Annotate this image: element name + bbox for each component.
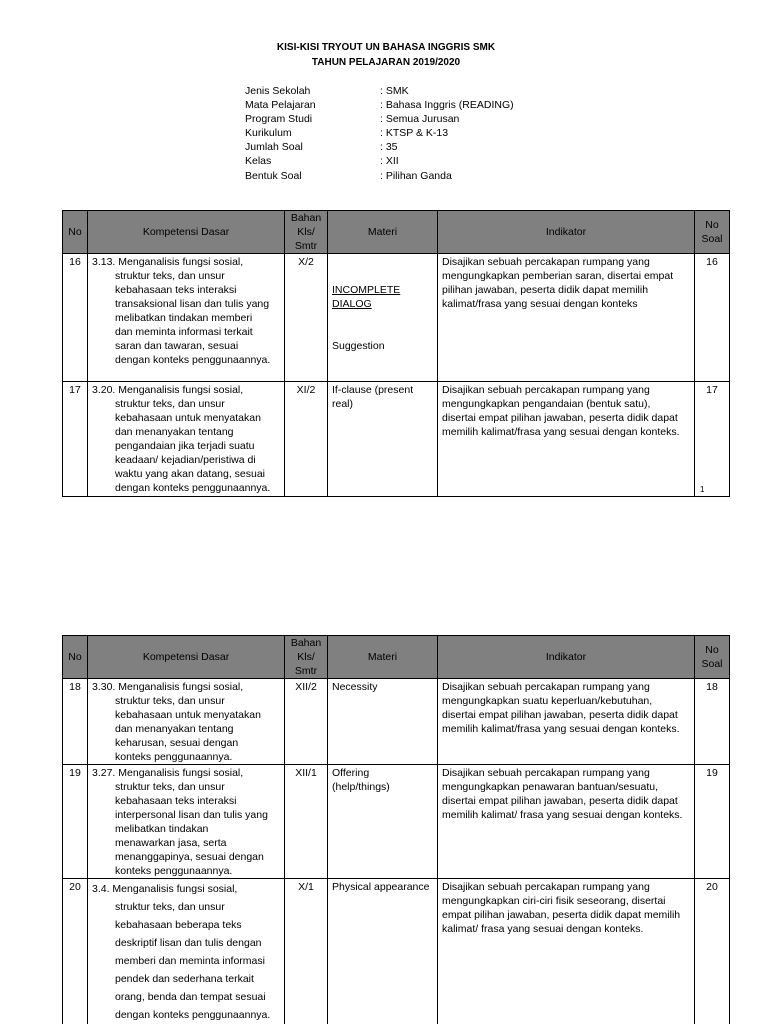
cell-bahan xyxy=(285,679,328,765)
cell-indikator xyxy=(438,679,695,765)
cell-kompetensi-dasar xyxy=(88,254,285,382)
materi-text: Physical appearance xyxy=(332,881,430,893)
indikator-text: Disajikan sebuah percakapan rumpang yang mengungkapkan suatu keperluan/kebutuhan, disertai empat pilihan jawaban, peserta didik dapat memilih kalimat/frasa yang sesuai dengan konteks. xyxy=(442,681,680,735)
column-header-no-soal: No Soal xyxy=(695,636,730,679)
indikator-text: Disajikan sebuah percakapan rumpang yang mengungkapkan pemberian saran, disertai empat pilihan jawaban, peserta didik dapat memilih kalimat/frasa yang sesuai dengan konteks xyxy=(442,256,674,310)
cell-kompetensi-dasar xyxy=(88,765,285,879)
row-number: 17 xyxy=(69,384,81,396)
column-header-no-soal: No Soal xyxy=(695,211,730,254)
info-value: : KTSP & K-13 xyxy=(380,127,449,140)
cell-no xyxy=(63,879,88,1024)
materi-text: Offering (help/things) xyxy=(332,767,390,793)
table-row xyxy=(63,254,730,382)
info-label: Mata Pelajaran xyxy=(245,99,316,112)
indikator-text: Disajikan sebuah percakapan rumpang yang mengungkapkan ciri-ciri fisik seseorang, disertai empat pilihan jawaban, peserta didik dapat memilih kalimat/ frasa yang sesuai dengan konteks. xyxy=(442,881,681,935)
table-header-row xyxy=(63,636,730,679)
info-value: : 35 xyxy=(380,141,398,154)
bahan-text: XII/1 xyxy=(295,767,317,779)
indikator-text: Disajikan sebuah percakapan rumpang yang mengungkapkan penawaran bantuan/sesuatu, disertai empat pilihan jawaban, peserta didik dapat memilih kalimat/ frasa yang sesuai dengan konteks. xyxy=(442,767,683,821)
materi-text: Necessity xyxy=(332,681,378,693)
column-header-indikator: Indikator xyxy=(438,636,695,679)
info-row-bentuk-soal xyxy=(245,169,514,183)
cell-kompetensi-dasar xyxy=(88,382,285,497)
no-soal-text: 18 xyxy=(706,681,718,693)
bahan-text: XII/2 xyxy=(295,681,317,693)
cell-no xyxy=(63,254,88,382)
cell-no-soal xyxy=(695,382,730,497)
column-header-kompetensi-dasar: Kompetensi Dasar xyxy=(88,211,285,254)
kompetensi-dasar-text: 3.30. Menganalisis fungsi sosial, struktur teks, dan unsur kebahasaan untuk menyatakan dan menanyakan tentang keharusan, sesuai dengan konteks penggunaannya. xyxy=(92,681,261,763)
materi-text: If-clause (present real) xyxy=(332,384,414,410)
bahan-text: XI/2 xyxy=(296,384,316,396)
column-header-no: No xyxy=(63,636,88,679)
cell-bahan xyxy=(285,254,328,382)
row-number: 16 xyxy=(69,256,81,268)
indikator-text: Disajikan sebuah percakapan rumpang yang mengungkapkan pengandaian (bentuk satu), disertai empat pilihan jawaban, peserta didik dapat memilih kalimat/frasa yang sesuai dengan konteks. xyxy=(442,384,680,438)
cell-no-soal xyxy=(695,879,730,1024)
page-number: 1 xyxy=(700,485,705,494)
row-number: 18 xyxy=(69,681,81,693)
kompetensi-dasar-text: 3.13. Menganalisis fungsi sosial, struktur teks, dan unsur kebahasaan teks interaksi transaksional lisan dan tulis yang melibatkan tindakan memberi dan meminta informasi terkait saran dan tawaran, sesuai dengan konteks penggunaannya. xyxy=(92,256,271,366)
info-row-jenis-sekolah xyxy=(245,84,514,98)
cell-kompetensi-dasar xyxy=(88,679,285,765)
kompetensi-dasar-text: 3.20. Menganalisis fungsi sosial, struktur teks, dan unsur kebahasaan untuk menyatakan dan menanyakan tentang pengandaian jika terjadi suatu keadaan/ kejadian/peristiwa di waktu yang akan datang, sesuai dengan konteks penggunaannya. xyxy=(92,384,271,494)
info-row-kelas xyxy=(245,154,514,168)
column-header-materi: Materi xyxy=(328,211,438,254)
kisi-kisi-table-page-1 xyxy=(62,210,730,497)
cell-no xyxy=(63,382,88,497)
cell-no-soal xyxy=(695,679,730,765)
info-label: Kurikulum xyxy=(245,127,292,140)
table-row xyxy=(63,879,730,1024)
info-label: Bentuk Soal xyxy=(245,169,302,182)
cell-no-soal xyxy=(695,765,730,879)
cell-materi xyxy=(328,879,438,1024)
info-value: : Semua Jurusan xyxy=(380,113,460,126)
row-number: 20 xyxy=(69,881,81,893)
info-value: : XII xyxy=(380,155,399,168)
table-row xyxy=(63,765,730,879)
cell-materi xyxy=(328,382,438,497)
column-header-materi: Materi xyxy=(328,636,438,679)
cell-indikator xyxy=(438,382,695,497)
document-subtitle: TAHUN PELAJARAN 2019/2020 xyxy=(311,57,461,68)
info-value: : SMK xyxy=(380,85,409,97)
column-header-kompetensi-dasar: Kompetensi Dasar xyxy=(88,636,285,679)
cell-no xyxy=(63,765,88,879)
materi-text: Suggestion xyxy=(332,340,385,352)
cell-indikator xyxy=(438,254,695,382)
materi-topic-text: INCOMPLETE DIALOG xyxy=(332,284,401,310)
info-label: Program Studi xyxy=(245,113,313,126)
bahan-text: X/1 xyxy=(298,881,314,893)
row-number: 19 xyxy=(69,767,81,779)
info-value: : Bahasa Inggris (READING) xyxy=(380,99,514,112)
column-header-no: No xyxy=(63,211,88,254)
cell-bahan xyxy=(285,382,328,497)
cell-materi xyxy=(328,765,438,879)
info-row-program-studi xyxy=(245,112,514,126)
info-label: Jenis Sekolah xyxy=(245,85,311,97)
cell-materi xyxy=(328,679,438,765)
cell-materi xyxy=(328,254,438,382)
no-soal-text: 19 xyxy=(706,767,718,779)
cell-bahan xyxy=(285,879,328,1024)
info-block xyxy=(245,84,514,183)
kompetensi-dasar-text: 3.27. Menganalisis fungsi sosial, struktur teks, dan unsur kebahasaan teks interaksi interpersonal lisan dan tulis yang melibatkan tindakan menawarkan jasa, serta menanggapinya, sesuai dengan konteks penggunaannya. xyxy=(92,767,268,877)
title-block xyxy=(4,40,768,70)
cell-indikator xyxy=(438,879,695,1024)
table-header-row xyxy=(63,211,730,254)
cell-no-soal xyxy=(695,254,730,382)
kompetensi-dasar-text: 3.4. Menganalisis fungsi sosial, struktur teks, dan unsur kebahasaan beberapa teks deskriptif lisan dan tulis dengan memberi dan meminta informasi pendek dan sederhana terkait orang, benda dan tempat sesuai dengan konteks penggunaannya. xyxy=(92,883,271,1021)
info-value: : Pilihan Ganda xyxy=(380,169,452,182)
column-header-bahan: Bahan Kls/ Smtr xyxy=(285,211,328,254)
document-title: KISI-KISI TRYOUT UN BAHASA INGGRIS SMK xyxy=(276,42,496,53)
no-soal-text: 17 xyxy=(706,384,718,396)
no-soal-text: 20 xyxy=(706,881,718,893)
table-row xyxy=(63,679,730,765)
cell-no xyxy=(63,679,88,765)
cell-kompetensi-dasar xyxy=(88,879,285,1024)
column-header-bahan: Bahan Kls/ Smtr xyxy=(285,636,328,679)
cell-bahan xyxy=(285,765,328,879)
table-row xyxy=(63,382,730,497)
bahan-text: X/2 xyxy=(298,256,314,268)
info-label: Kelas xyxy=(245,155,272,168)
info-row-jumlah-soal xyxy=(245,140,514,154)
kisi-kisi-table-page-2 xyxy=(62,635,730,1024)
no-soal-text: 16 xyxy=(706,256,718,268)
info-label: Jumlah Soal xyxy=(245,141,303,154)
column-header-indikator: Indikator xyxy=(438,211,695,254)
info-row-kurikulum xyxy=(245,126,514,140)
info-row-mata-pelajaran xyxy=(245,98,514,112)
cell-indikator xyxy=(438,765,695,879)
